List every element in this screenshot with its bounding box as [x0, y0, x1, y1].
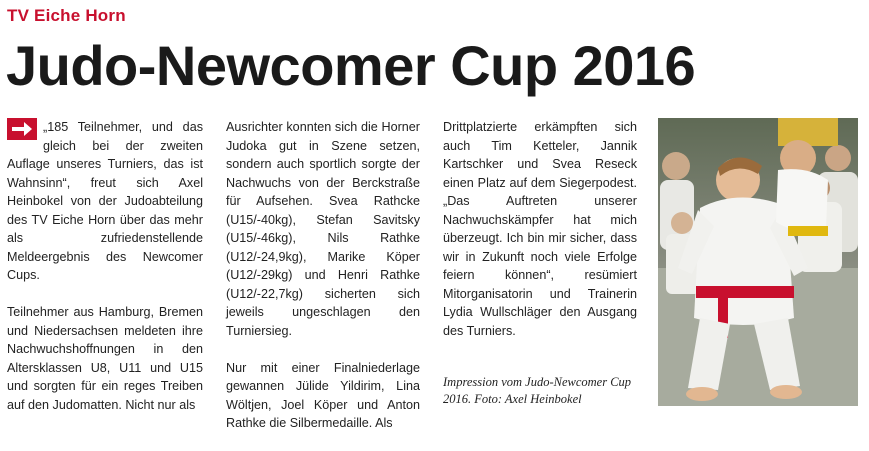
photo-caption: Impression vom Judo-Newcomer Cup 2016. Foto: Axel Heinbokel	[443, 375, 632, 406]
paragraph: Nur mit einer Finalniederlage gewannen Jülide Yildirim, Lina Wöltjen, Joel Köper und Anton Rathke die Silbermedaille. Als	[226, 360, 420, 430]
article-column-2	[226, 118, 420, 451]
paragraph	[7, 118, 203, 285]
lead-paragraph-text: „185 Teilnehmer, und das gleich bei der zweiten Auflage unseres Turniers, das ist Wahnsinn“, freut sich Axel Heinbokel von der Judoabteilung des TV Eiche Horn über das mehr als zufriedenstellende Meldeergebnis des Newcomer Cups.	[7, 120, 203, 282]
article-column-3	[443, 118, 637, 359]
paragraph: Drittplatzierte erkämpften sich auch Tim Ketteler, Jannik Kartschker und Svea Reseck einen Platz auf dem Siegerpodest. „Das Auftreten unserer Nachwuchskämpfer hat mich überzeugt. Ich bin mir sicher, dass wir in Zukunft noch viele Erfolge feiern können“, resümiert Mitorganisatorin und Trainerin Lydia Wullschläger den Ausgang des Turniers.	[443, 120, 637, 338]
paragraph: Ausrichter konnten sich die Horner Judoka gut in Szene setzen, sondern auch sportlich sorgte der Nachwuchs von der Berckstraße für Aufsehen. Svea Rathcke (U15/-40kg), Stefan Savitsky (U15/-46kg), Nils Rathke (U12/-24,9kg), Marike Köper (U12/-29kg) und Henri Rathke (U12/-22,7kg) sicherten sich jeweils ungeschlagen den Turniersieg.	[226, 120, 420, 338]
page-title: Judo-Newcomer Cup 2016	[6, 34, 696, 97]
section-kicker: TV Eiche Horn	[7, 6, 126, 25]
paragraph: Teilnehmer aus Hamburg, Bremen und Niedersachsen meldeten ihre Nachwuchshoffnungen in den Altersklassen U8, U11 und U15 und sorgten für ein reges Treiben auf den Judomatten. Nicht nur als	[7, 305, 203, 412]
arrow-right-icon	[7, 118, 37, 140]
judo-photo	[658, 118, 858, 406]
article-column-1	[7, 118, 203, 433]
